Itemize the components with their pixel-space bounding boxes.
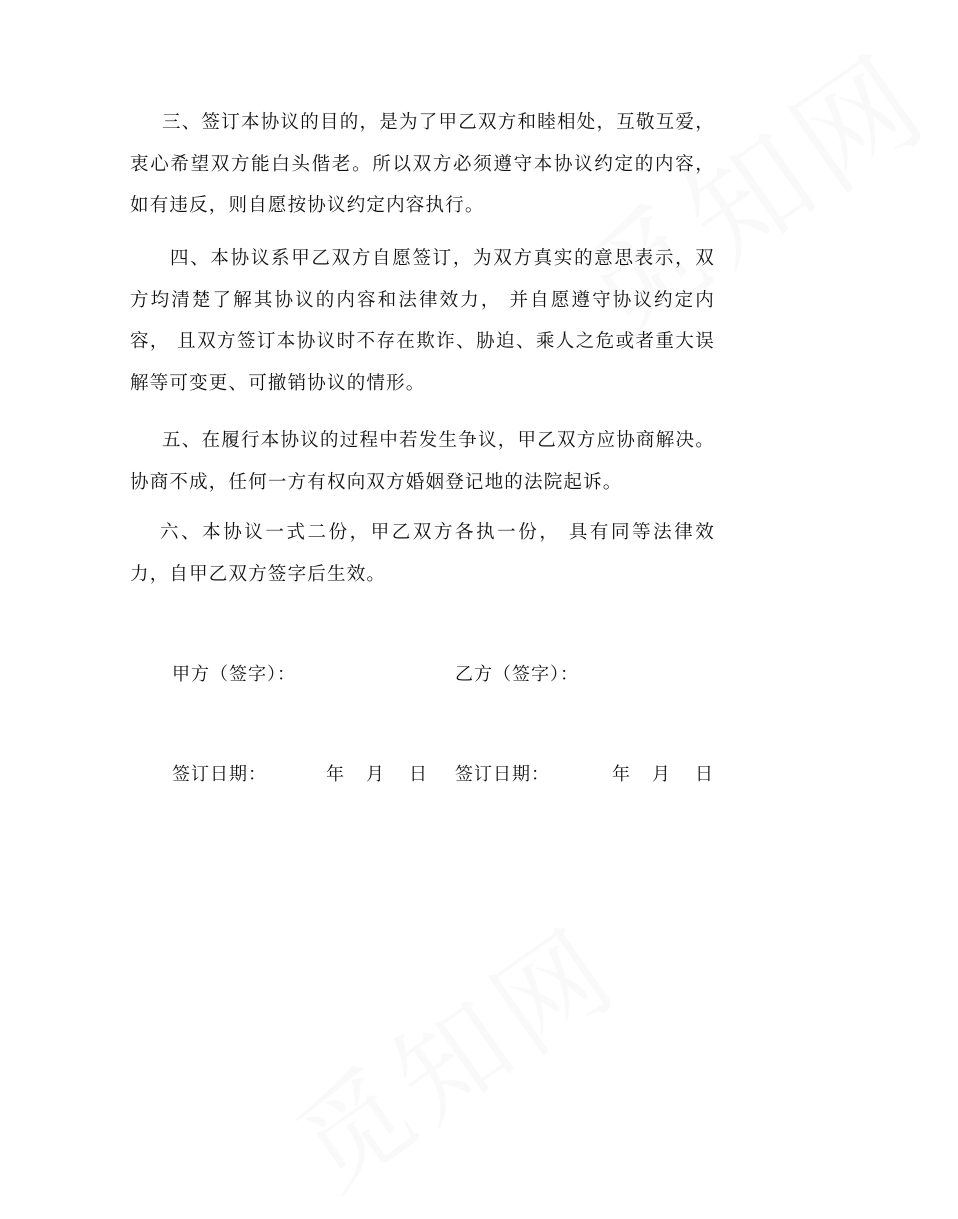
- clause-three: 三、签订本协议的目的，是为了甲乙双方和睦相处，互敬互爱，衷心希望双方能白头偕老。所以双方必须遵守本协议约定的内容， 如有违反，则自愿按协议约定内容执行。: [130, 112, 715, 216]
- party-a-day-unit: 日: [409, 764, 427, 785]
- clause-six: 六、本协议一式二份，甲乙双方各执一份， 具有同等法律效力，自甲乙双方签字后生效。: [130, 522, 715, 585]
- watermark: 觅知网: [555, 28, 955, 366]
- party-a-date-label: 签订日期：: [172, 764, 267, 785]
- party-a-month-unit: 月: [366, 764, 384, 785]
- party-b-month-unit: 月: [652, 764, 670, 785]
- party-a-signature-label: 甲方（签字）：: [172, 664, 296, 685]
- party-a-year-unit: 年: [326, 764, 344, 785]
- watermark-bottom: 觅知网: [273, 903, 643, 1215]
- clause-five: 五、在履行本协议的过程中若发生争议，甲乙双方应协商解决。协商不成，任何一方有权向双方婚姻登记地的法院起诉。: [130, 430, 715, 493]
- clause-four: 四、本协议系甲乙双方自愿签订，为双方真实的意思表示，双方均清楚了解其协议的内容和法律效力， 并自愿遵守协议约定内容， 且双方签订本协议时不存在欺诈、胁迫、乘人之危或者重大误解等可变更、可撤销协议的情形。: [130, 248, 715, 394]
- party-b-day-unit: 日: [695, 764, 713, 785]
- party-b-signature-label: 乙方（签字）：: [455, 664, 579, 685]
- party-b-date-label: 签订日期：: [455, 764, 550, 785]
- party-b-year-unit: 年: [612, 764, 630, 785]
